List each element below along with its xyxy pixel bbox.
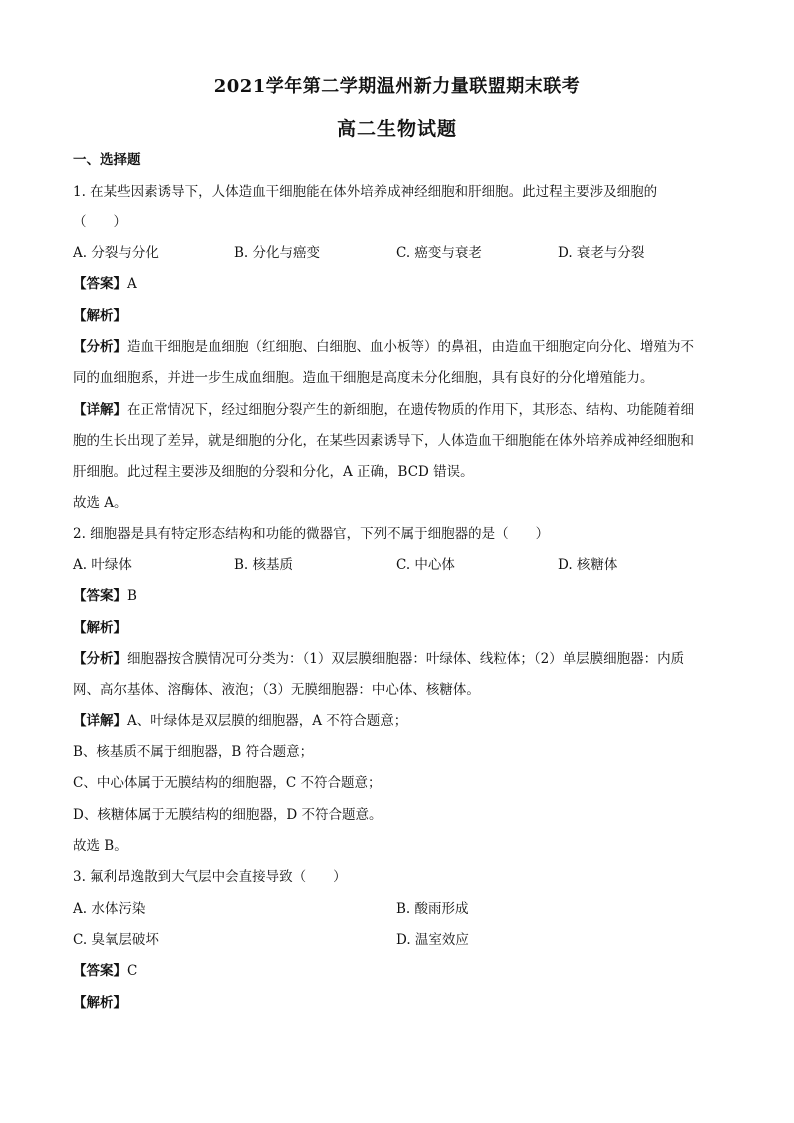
- q3-option-d: D. 温室效应: [396, 932, 469, 948]
- q1-xiangjie-line3: 肝细胞。此过程主要涉及细胞的分裂和分化，A 正确，BCD 错误。: [73, 464, 474, 480]
- q2-xiangjie-tag: 【详解】: [73, 713, 127, 729]
- q1-option-b: B. 分化与癌变: [234, 245, 321, 261]
- document-title: 2021学年第二学期温州新力量联盟期末联考: [213, 76, 581, 97]
- q1-option-a: A. 分裂与分化: [73, 245, 159, 261]
- q2-line-c: C、中心体属于无膜结构的细胞器，C 不符合题意；: [73, 775, 382, 791]
- q1-answer-value: A: [127, 276, 137, 292]
- q2-answer-tag: 【答案】: [73, 588, 127, 604]
- q3-answer-line: [73, 962, 724, 980]
- q1-analysis-tag: 【解析】: [73, 308, 127, 324]
- q3-answer-tag: 【答案】: [73, 963, 127, 979]
- q1-xiangjie-line2: 胞的生长出现了差异，就是细胞的分化，在某些因素诱导下，人体造血干细胞能在体外培养成神经细胞和: [73, 433, 694, 449]
- q2-option-d: D. 核糖体: [558, 557, 618, 573]
- document-subtitle: 高二生物试题: [336, 118, 457, 140]
- q1-xiangjie-text1: 在正常情况下，经过细胞分裂产生的新细胞，在遗传物质的作用下，其形态、结构、功能随着细: [127, 402, 694, 418]
- q2-fenxi-line1: [73, 650, 724, 668]
- q1-answer-line: [73, 275, 724, 293]
- q3-option-b: B. 酸雨形成: [396, 901, 469, 917]
- q2-xiangjie-line1: [73, 712, 724, 730]
- q1-xiangjie-tag: 【详解】: [73, 402, 127, 418]
- q2-conclusion: 故选 B。: [73, 838, 128, 854]
- q1-fenxi-tag: 【分析】: [73, 339, 127, 355]
- q3-answer-value: C: [127, 963, 138, 979]
- q2-line-d: D、核糖体属于无膜结构的细胞器，D 不符合题意。: [73, 807, 383, 823]
- q3-option-c: C. 臭氧层破坏: [73, 932, 159, 948]
- q2-answer-line: [73, 587, 724, 605]
- q1-fenxi-line1: [73, 338, 724, 356]
- q2-option-a: A. 叶绿体: [73, 557, 132, 573]
- q1-stem-line1: 1. 在某些因素诱导下，人体造血干细胞能在体外培养成神经细胞和肝细胞。此过程主要涉及细胞的: [73, 184, 658, 200]
- q2-option-c: C. 中心体: [396, 557, 455, 573]
- q3-stem: 3. 氟利昂逸散到大气层中会直接导致（ ）: [73, 869, 347, 885]
- q3-option-a: A. 水体污染: [73, 901, 146, 917]
- q1-fenxi-text1: 造血干细胞是血细胞（红细胞、白细胞、血小板等）的鼻祖，由造血干细胞定向分化、增殖为不: [127, 339, 694, 355]
- q1-fenxi-line2: 同的血细胞系，并进一步生成血细胞。造血干细胞是高度未分化细胞，具有良好的分化增殖能力。: [73, 370, 654, 386]
- q2-fenxi-tag: 【分析】: [73, 651, 127, 667]
- q2-fenxi-line2: 网、高尔基体、溶酶体、液泡；（3）无膜细胞器：中心体、核糖体。: [73, 682, 480, 698]
- q2-line-b: B、核基质不属于细胞器，B 符合题意；: [73, 744, 314, 760]
- q2-analysis-tag: 【解析】: [73, 620, 127, 636]
- section-heading: 一、选择题: [73, 152, 141, 168]
- q1-xiangjie-line1: [73, 401, 724, 419]
- q2-answer-value: B: [127, 588, 137, 604]
- q2-option-b: B. 核基质: [234, 557, 294, 573]
- q1-option-d: D. 衰老与分裂: [558, 245, 645, 261]
- q1-conclusion: 故选 A。: [73, 495, 128, 511]
- q2-fenxi-text1: 细胞器按含膜情况可分类为：（1）双层膜细胞器：叶绿体、线粒体；（2）单层膜细胞器：内质: [127, 651, 685, 667]
- q1-answer-tag: 【答案】: [73, 276, 127, 292]
- q2-stem: 2. 细胞器是具有特定形态结构和功能的微器官，下列不属于细胞器的是（ ）: [73, 526, 550, 542]
- q1-stem-line2: （ ）: [73, 214, 127, 230]
- q3-analysis-tag: 【解析】: [73, 995, 127, 1011]
- q2-xiangjie-text1: A、叶绿体是双层膜的细胞器，A 不符合题意；: [127, 713, 408, 729]
- q1-option-c: C. 癌变与衰老: [396, 245, 482, 261]
